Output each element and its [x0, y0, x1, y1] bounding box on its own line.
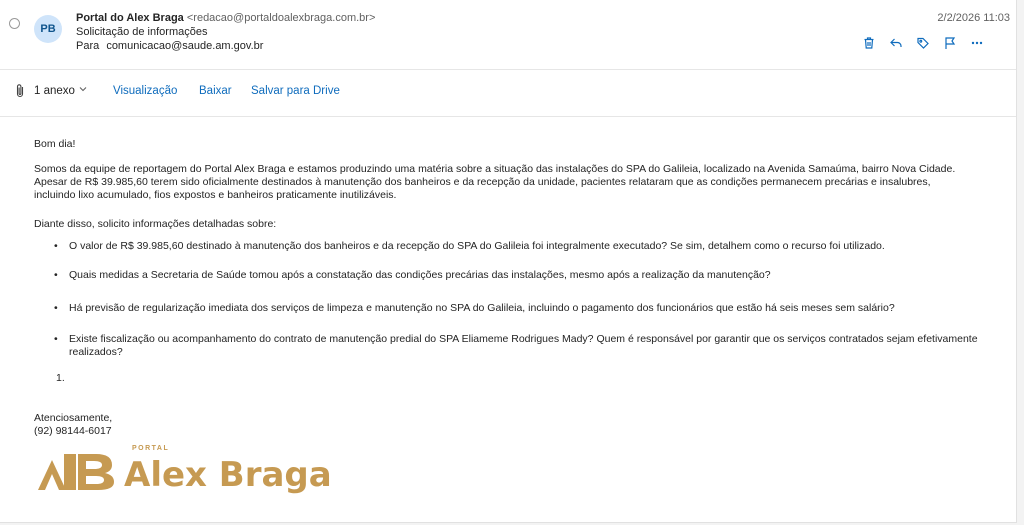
- tag-icon[interactable]: [914, 34, 932, 52]
- intro-paragraph: Somos da equipe de reportagem do Portal Alex Braga e estamos produzindo uma matéria sobre a situação das instalações do SPA do Galileia, localizado na Avenida Samaúma, bairro Nova Cidade. Apesar de R$ 39.985,60 terem sido oficialmente destinados à manutenção dos banheiros e da recepção da unidade, pacientes relataram que as condições permanecem precárias e insalubres, incluindo lixo acumulado, fios expostos e banheiros praticamente inutilizáveis.: [34, 163, 956, 201]
- list-item: • Quais medidas a Secretaria de Saúde tomou após a constatação das condições precárias das instalações, mesmo após a realização da manutenção?: [54, 269, 984, 282]
- preview-link[interactable]: Visualização: [113, 85, 178, 97]
- sender-name: Portal do Alex Braga: [76, 12, 184, 24]
- sender[interactable]: [76, 12, 375, 24]
- chevron-down-icon[interactable]: [78, 84, 88, 94]
- reply-icon[interactable]: [887, 34, 905, 52]
- flag-icon[interactable]: [941, 34, 959, 52]
- attachments-bar: [0, 70, 1016, 117]
- more-icon[interactable]: [968, 34, 986, 52]
- portal-alex-braga-logo: [34, 440, 354, 494]
- avatar[interactable]: PB: [34, 15, 62, 43]
- message-date: 2/2/2026 11:03: [937, 12, 1010, 24]
- message-actions: [860, 34, 986, 52]
- select-radio[interactable]: [9, 18, 20, 29]
- delete-icon[interactable]: [860, 34, 878, 52]
- attachment-count[interactable]: 1 anexo: [34, 85, 75, 97]
- phone-number: (92) 98144-6017: [34, 425, 112, 437]
- signature: [34, 412, 112, 438]
- paperclip-icon: [14, 83, 26, 99]
- recipients: [76, 40, 263, 52]
- logo-name: Alex Braga: [124, 455, 332, 494]
- to-address[interactable]: comunicacao@saude.am.gov.br: [106, 40, 264, 52]
- list-item: • O valor de R$ 39.985,60 destinado à manutenção dos banheiros e da recepção do SPA do Galileia foi integralmente executado? Se sim, detalhem como o recurso foi utilizado.: [54, 240, 984, 253]
- message-header: [0, 0, 1016, 70]
- to-label: Para: [76, 40, 100, 52]
- sender-email: <redacao@portaldoalexbraga.com.br>: [186, 12, 376, 24]
- logo-small-text: PORTAL: [132, 445, 170, 452]
- request-intro: Diante disso, solicito informações detalhadas sobre:: [34, 218, 277, 230]
- closing-text: Atenciosamente,: [34, 412, 113, 424]
- greeting: Bom dia!: [34, 138, 76, 150]
- save-to-drive-link[interactable]: Salvar para Drive: [251, 85, 340, 97]
- subject: Solicitação de informações: [76, 26, 208, 38]
- numbered-item: 1.: [56, 372, 65, 384]
- list-item: • Existe fiscalização ou acompanhamento do contrato de manutenção predial do SPA Eliameme Rodrigues Mady? Quem é responsável por garantir que os serviços contratados sejam efetivamente realizados?: [54, 333, 984, 359]
- list-item: • Há previsão de regularização imediata dos serviços de limpeza e manutenção no SPA do Galileia, incluindo o pagamento dos funcionários que estão há seis meses sem salário?: [54, 302, 984, 315]
- download-link[interactable]: Baixar: [199, 85, 232, 97]
